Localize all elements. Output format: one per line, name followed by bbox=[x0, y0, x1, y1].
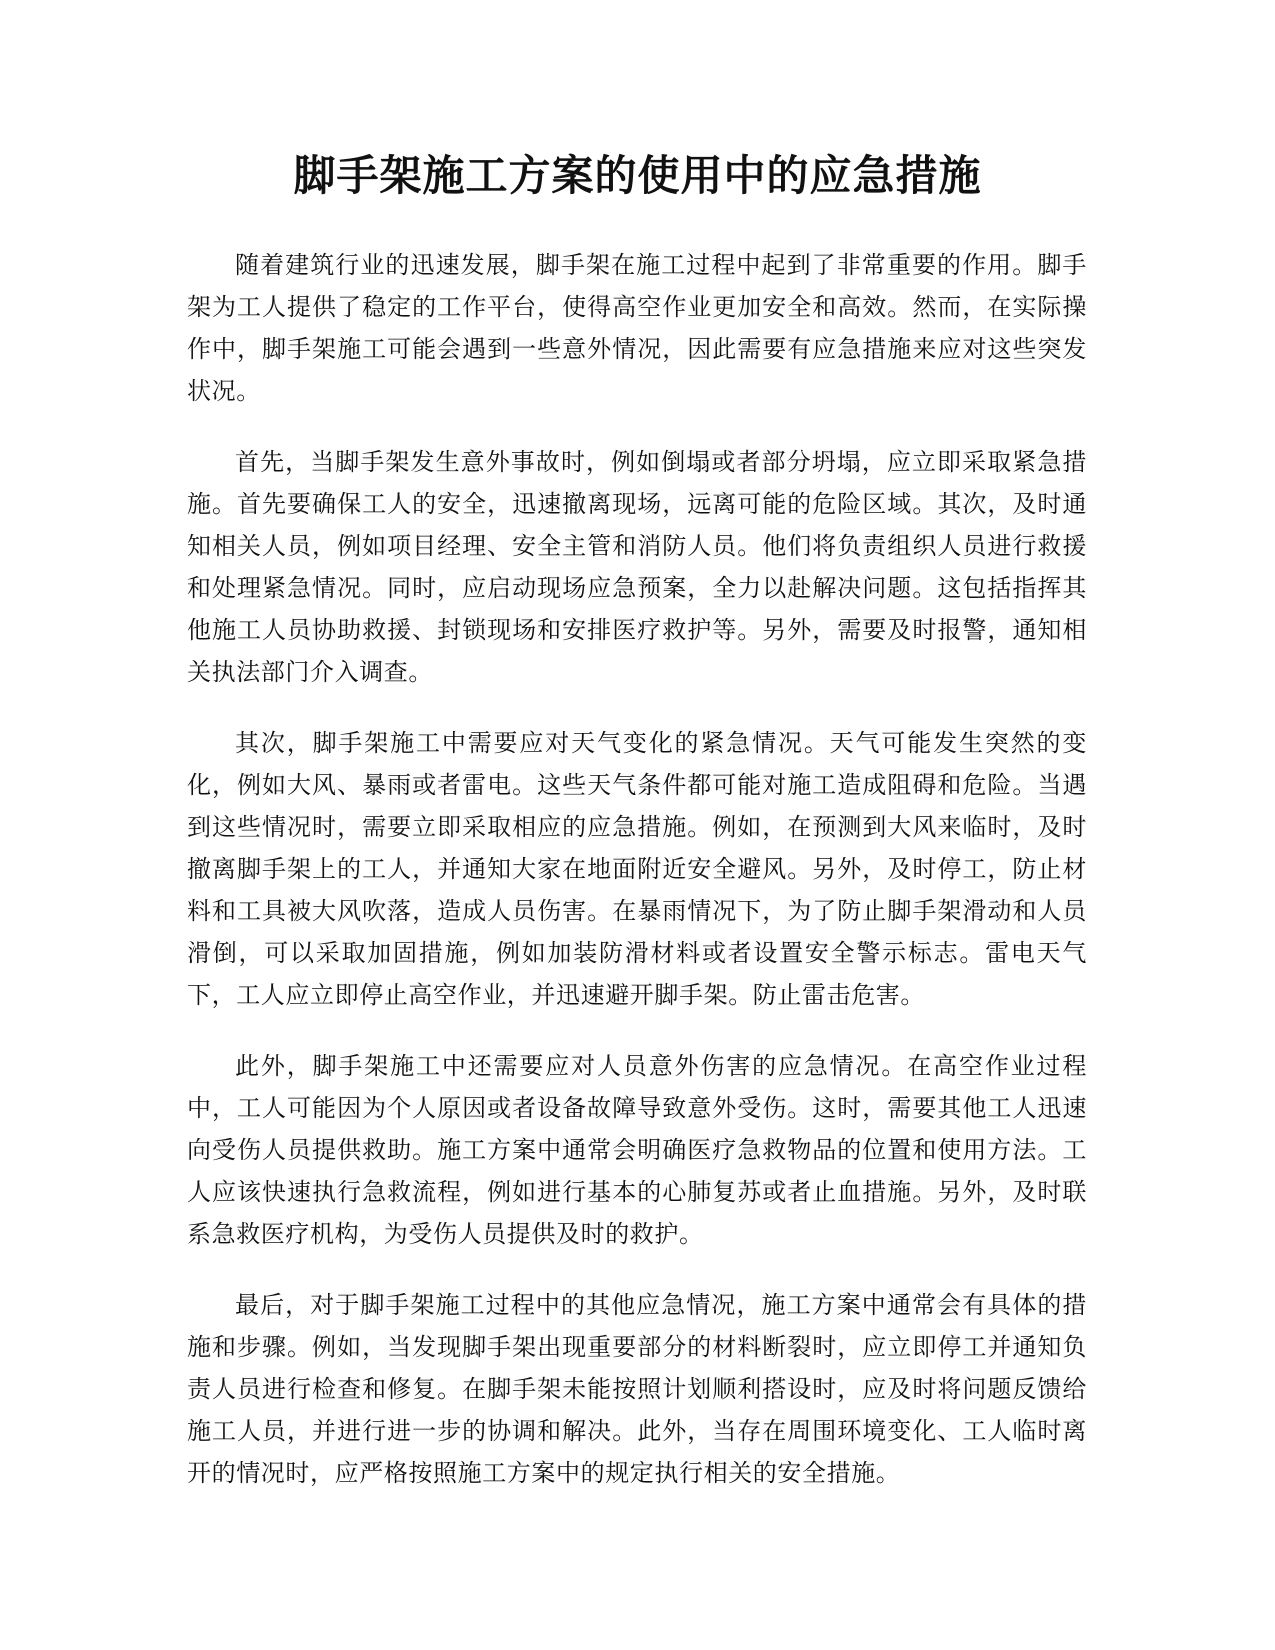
document-body bbox=[187, 244, 1087, 1523]
paragraph-weather-response: 其次，脚手架施工中需要应对天气变化的紧急情况。天气可能发生突然的变化，例如大风、暴雨或者雷电。这些天气条件都可能对施工造成阻碍和危险。当遇到这些情况时，需要立即采取相应的应急措施。例如，在预测到大风来临时，及时撤离脚手架上的工人，并通知大家在地面附近安全避风。另外，及时停工，防止材料和工具被大风吹落，造成人员伤害。在暴雨情况下，为了防止脚手架滑动和人员滑倒，可以采取加固措施，例如加装防滑材料或者设置安全警示标志。雷电天气下，工人应立即停止高空作业，并迅速避开脚手架。防止雷击危害。 bbox=[187, 729, 1087, 1009]
paragraph-accident-response: 首先，当脚手架发生意外事故时，例如倒塌或者部分坍塌，应立即采取紧急措施。首先要确保工人的安全，迅速撤离现场，远离可能的危险区域。其次，及时通知相关人员，例如项目经理、安全主管和消防人员。他们将负责组织人员进行救援和处理紧急情况。同时，应启动现场应急预案，全力以赴解决问题。这包括指挥其他施工人员协助救援、封锁现场和安排医疗救护等。另外，需要及时报警，通知相关执法部门介入调查。 bbox=[187, 448, 1087, 686]
paragraph-intro: 随着建筑行业的迅速发展，脚手架在施工过程中起到了非常重要的作用。脚手架为工人提供了稳定的工作平台，使得高空作业更加安全和高效。然而，在实际操作中，脚手架施工可能会遇到一些意外情况，因此需要有应急措施来应对这些突发状况。 bbox=[187, 251, 1087, 405]
paragraph-injury-response: 此外，脚手架施工中还需要应对人员意外伤害的应急情况。在高空作业过程中，工人可能因为个人原因或者设备故障导致意外受伤。这时，需要其他工人迅速向受伤人员提供救助。施工方案中通常会明确医疗急救物品的位置和使用方法。工人应该快速执行急救流程，例如进行基本的心肺复苏或者止血措施。另外，及时联系急救医疗机构，为受伤人员提供及时的救护。 bbox=[187, 1052, 1087, 1248]
paragraph-other-emergencies: 最后，对于脚手架施工过程中的其他应急情况，施工方案中通常会有具体的措施和步骤。例如，当发现脚手架出现重要部分的材料断裂时，应立即停工并通知负责人员进行检查和修复。在脚手架未能按照计划顺利搭设时，应及时将问题反馈给施工人员，并进行进一步的协调和解决。此外，当存在周围环境变化、工人临时离开的情况时，应严格按照施工方案中的规定执行相关的安全措施。 bbox=[187, 1291, 1087, 1487]
document-title: 脚手架施工方案的使用中的应急措施 bbox=[293, 151, 982, 200]
